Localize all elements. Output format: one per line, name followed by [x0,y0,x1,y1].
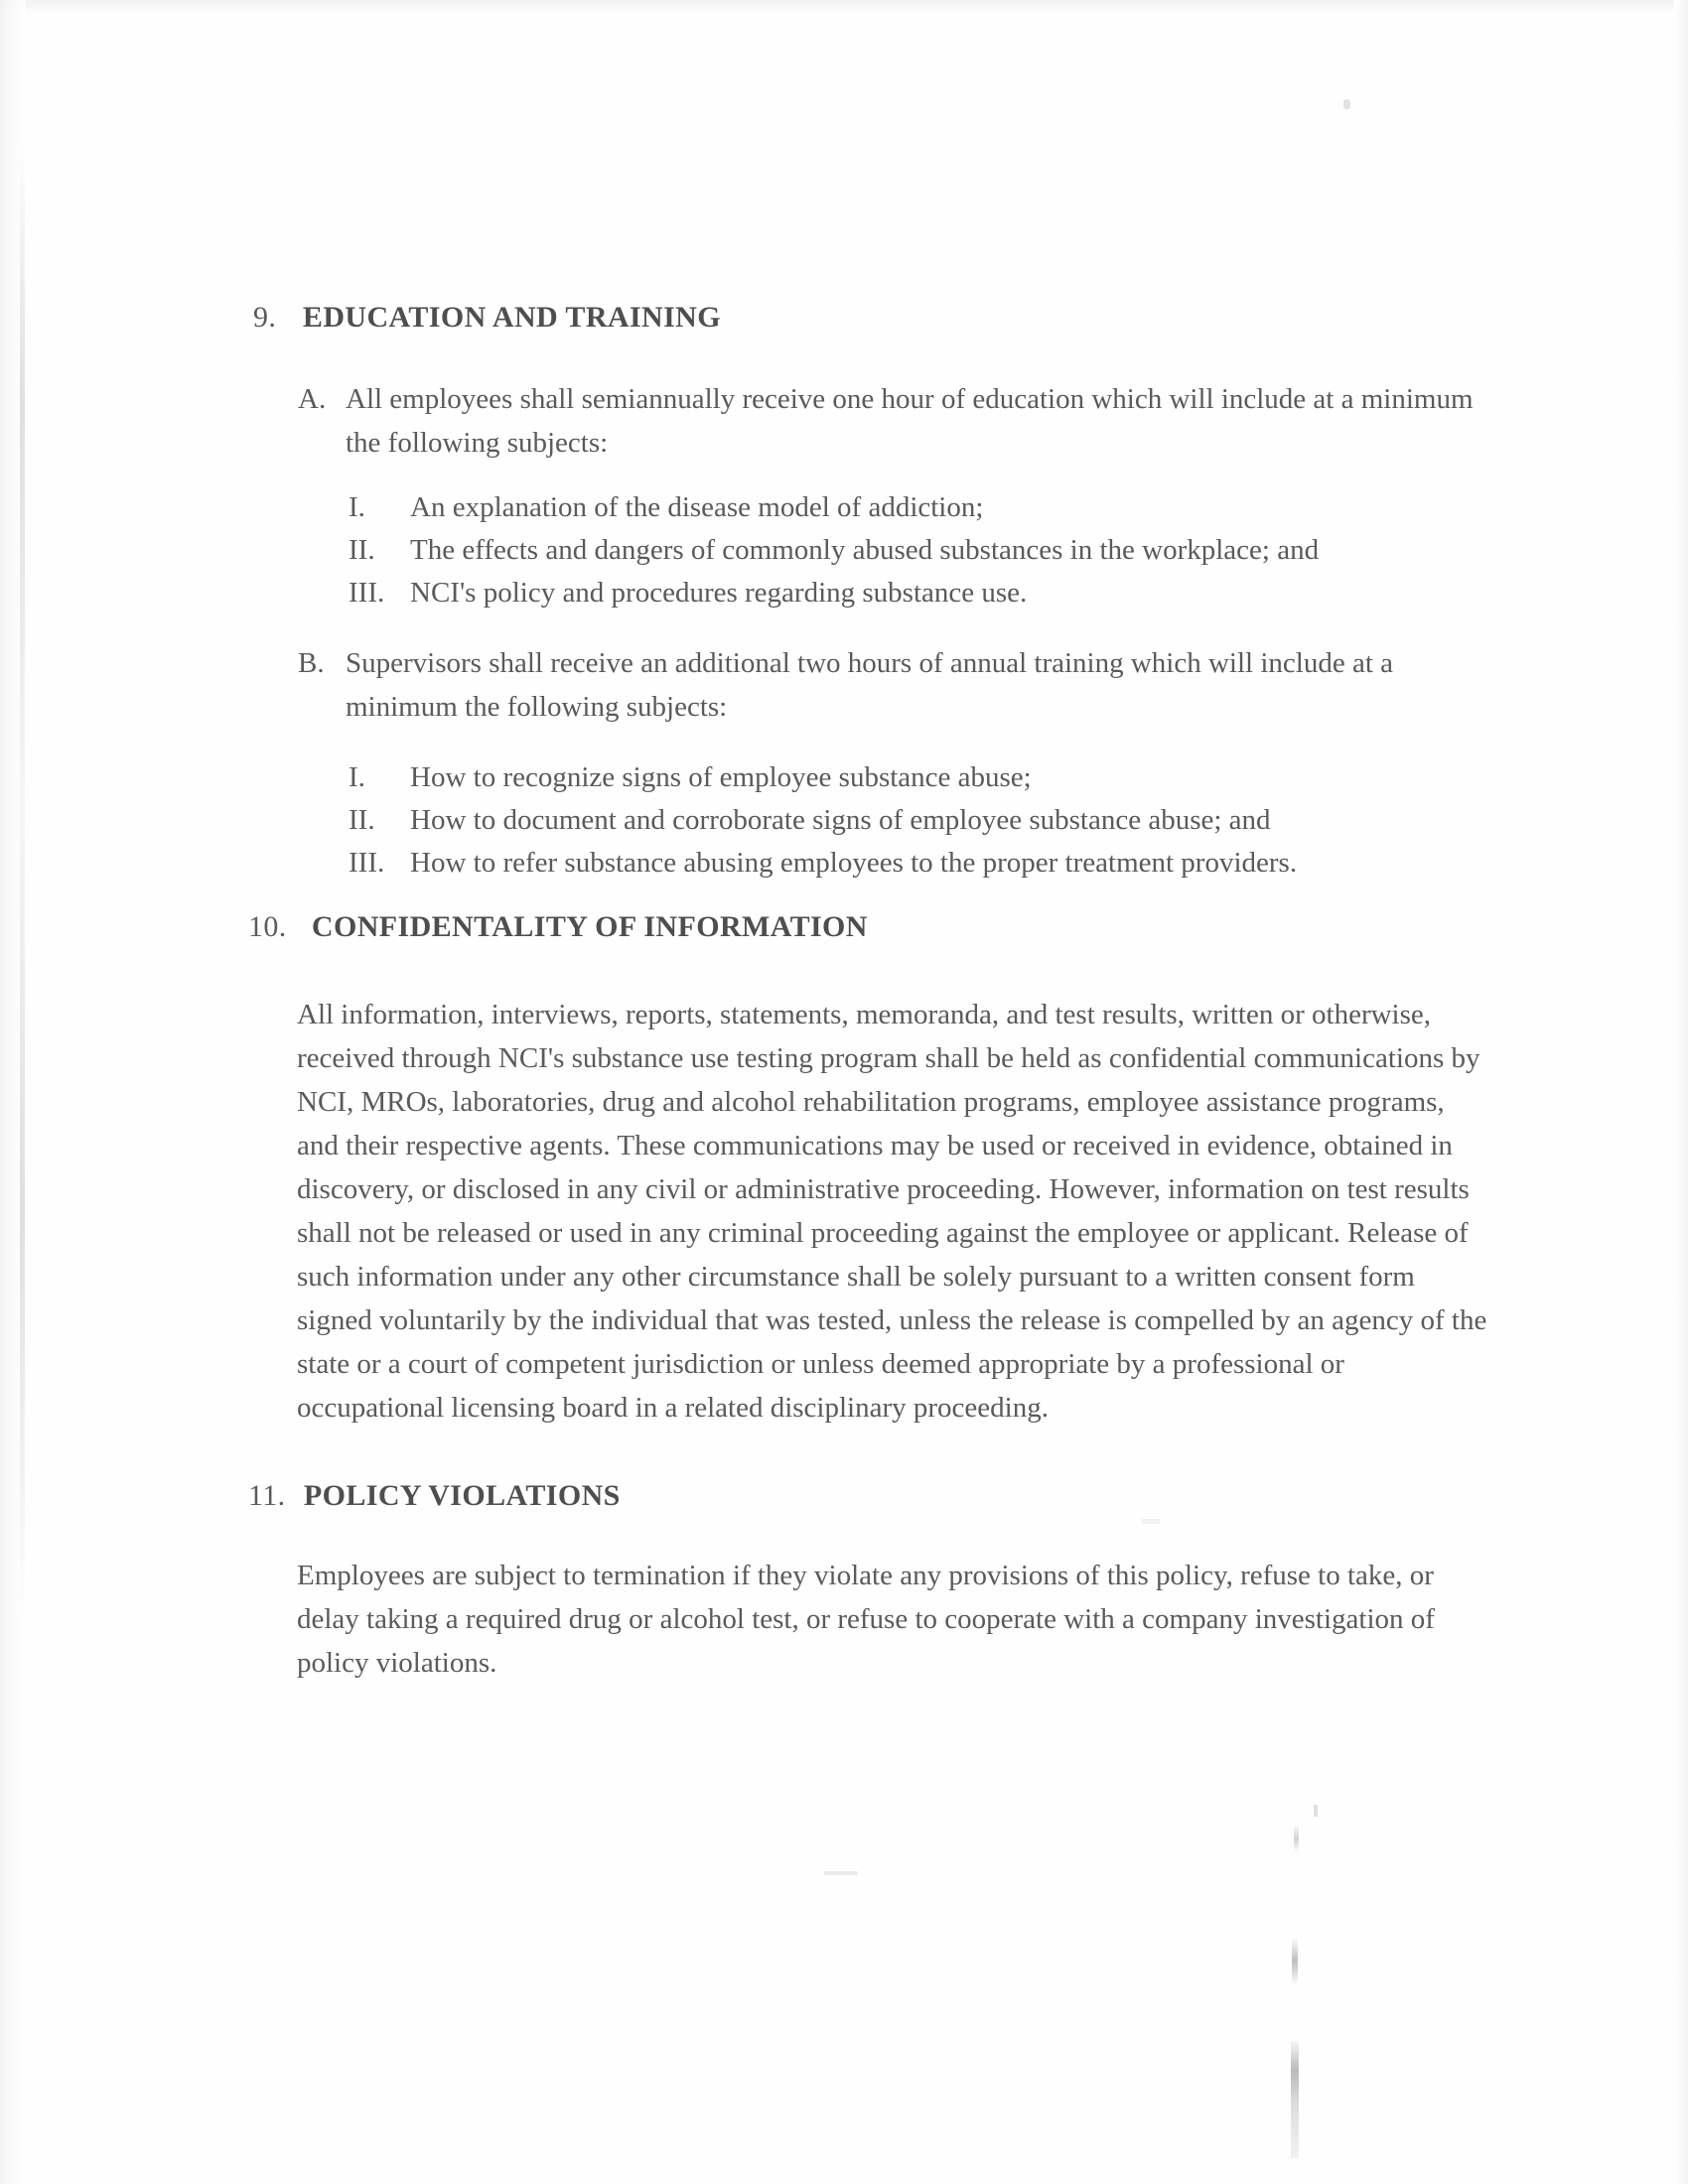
section-heading-10 [248,910,868,944]
list-item-9b [298,641,1415,729]
section-10-body: All information, interviews, reports, statements, memoranda, and test results, written or otherwise, received through NCI's substance use testing program shall be held as confidential communications by NCI, MROs, laboratories, drug and alcohol rehabilitation programs, employee assistance programs, and their respective agents. These communications may be used or received in evidence, obtained in discovery, or disclosed in any civil or administrative proceeding. However, information on test results shall not be released or used in any criminal proceeding against the employee or applicant. Release of such information under any other circumstance shall be solely pursuant to a written consent form signed voluntarily by the individual that was tested, unless the release is compelled by an agency of the state or a court of competent jurisdiction or unless deemed appropriate by a professional or occupational licensing board in a related disciplinary proceeding. [297,999,1487,1424]
section-title-9: EDUCATION AND TRAINING [302,301,721,334]
roman-numeral-ii: II. [349,534,375,566]
sublist-item [349,799,1297,842]
list-marker-b: B. [298,647,325,679]
section-heading-11 [248,1479,621,1513]
sublist-9a [349,486,1319,614]
roman-numeral-iii: III. [349,577,385,609]
scan-edge-right-artifact [1674,0,1688,2184]
sublist-item-text: How to refer substance abusing employees to the proper treatment providers. [410,847,1298,879]
section-title-10: CONFIDENTALITY OF INFORMATION [311,910,868,943]
sublist-item [349,842,1297,885]
scan-smudge-artifact [1294,1825,1299,1852]
sublist-item-text: NCI's policy and procedures regarding substance use. [410,577,1028,609]
section-heading-9 [253,301,721,335]
section-title-11: POLICY VIOLATIONS [303,1479,621,1512]
sublist-item-text: An explanation of the disease model of addiction; [410,491,984,523]
sublist-item-text: How to recognize signs of employee substance abuse; [410,761,1032,793]
scan-streak-left-artifact [20,139,25,1628]
scan-smudge-artifact [1314,1805,1318,1817]
scan-edge-top-artifact [0,0,1688,16]
roman-numeral-ii: II. [349,804,375,836]
sublist-item [349,529,1319,572]
sublist-item [349,572,1319,614]
sublist-9b [349,756,1297,885]
scan-smudge-artifact [1292,1938,1298,1983]
list-item-9a [298,377,1484,465]
scan-speck-artifact [1343,99,1350,109]
list-marker-a: A. [298,383,327,415]
sublist-item [349,486,1319,529]
roman-numeral-iii: III. [349,847,385,879]
section-number-10: 10. [248,910,287,943]
sublist-item-text: How to document and corroborate signs of employee substance abuse; and [410,804,1271,836]
scan-faint-mark-artifact [824,1871,858,1875]
roman-numeral-i: I. [349,491,365,523]
list-item-a-text: All employees shall semiannually receive one hour of education which will include at a minimum the following subjects: [346,383,1474,459]
section-11-body: Employees are subject to termination if they violate any provisions of this policy, refuse to take, or delay taking a required drug or alcohol test, or refuse to cooperate with a company investigation of policy violations. [297,1560,1435,1679]
sublist-item [349,756,1297,799]
sublist-item-text: The effects and dangers of commonly abused substances in the workplace; and [410,534,1320,566]
scan-smudge-artifact [1291,2041,1299,2158]
section-number-9: 9. [253,301,277,334]
scan-faint-mark-artifact [1142,1519,1160,1524]
roman-numeral-i: I. [349,761,365,793]
list-item-b-text: Supervisors shall receive an additional two hours of annual training which will include at a minimum the following subjects: [346,647,1394,723]
section-number-11: 11. [248,1479,286,1512]
scan-edge-left-artifact [0,0,26,2184]
